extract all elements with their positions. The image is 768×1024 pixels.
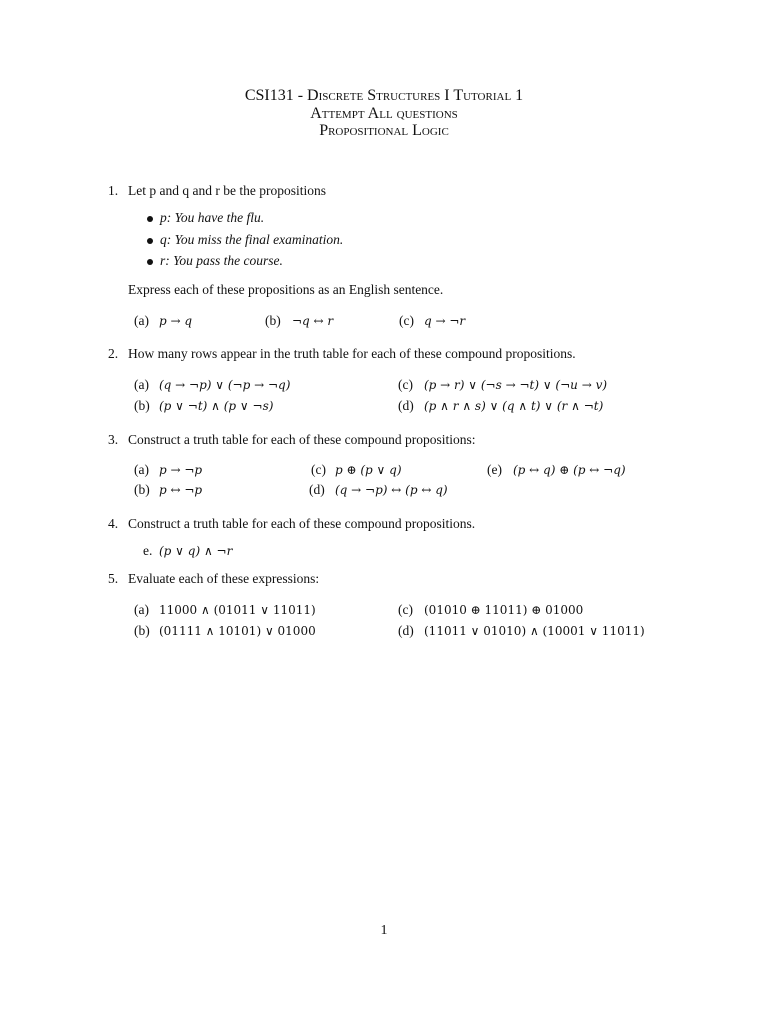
question-number: 1. [108, 183, 119, 198]
question-number: 5. [108, 571, 119, 586]
question-text: Let p and q and r be the propositions [128, 183, 326, 198]
part-expression: (p ∨ q) ∧ ¬r [159, 544, 233, 558]
question-text: Construct a truth table for each of these compound propositions: [128, 432, 476, 447]
part-label: (c) [311, 462, 326, 477]
part-label: (e) [487, 462, 502, 477]
document-subtitle: Attempt All questions [310, 105, 458, 122]
question-text: Evaluate each of these expressions: [128, 571, 320, 586]
question-number: 2. [108, 346, 119, 361]
part-label: (d) [309, 482, 325, 497]
bullet-icon [147, 238, 153, 244]
part-label: e. [143, 543, 153, 558]
part-expression: (p → r) ∨ (¬s → ¬t) ∨ (¬u → v) [424, 378, 608, 392]
part-expression: (01111 ∧ 10101) ∨ 01000 [159, 624, 316, 638]
page-number: 1 [380, 923, 388, 938]
part-label: (d) [398, 398, 414, 413]
part-expression: (q → ¬p) ∨ (¬p → ¬q) [159, 378, 291, 392]
part-expression: p ⊕ (p ∨ q) [335, 463, 402, 477]
part-expression: q → ¬r [424, 314, 466, 328]
list-item: q: You miss the final examination. [160, 232, 344, 247]
list-item: p: You have the flu. [160, 210, 265, 225]
part-expression: (p ↔ q) ⊕ (p ↔ ¬q) [513, 463, 626, 477]
part-expression: p ↔ ¬p [159, 483, 203, 497]
part-label: (a) [134, 377, 149, 392]
part-expression: (01010 ⊕ 11011) ⊕ 01000 [424, 603, 584, 617]
document-title: CSI131 - Discrete Structures I Tutorial 1 [244, 87, 524, 104]
part-expression: (11011 ∨ 01010) ∧ (10001 ∨ 11011) [424, 624, 645, 638]
part-label: (a) [134, 602, 149, 617]
question-number: 4. [108, 516, 119, 531]
part-expression: ¬q ↔ r [292, 314, 334, 328]
bullet-icon [147, 216, 153, 222]
part-label: (b) [134, 482, 150, 497]
part-expression: p → ¬p [159, 463, 203, 477]
question-number: 3. [108, 432, 119, 447]
part-label: (a) [134, 462, 149, 477]
question-text: How many rows appear in the truth table for each of these compound propositions. [128, 346, 576, 361]
part-label: (b) [134, 623, 150, 638]
part-label: (a) [134, 313, 149, 328]
part-expression: (p ∨ ¬t) ∧ (p ∨ ¬s) [159, 399, 274, 413]
document-topic: Propositional Logic [319, 122, 449, 139]
part-expression: p → q [159, 314, 193, 328]
part-label: (c) [398, 602, 413, 617]
part-label: (d) [398, 623, 414, 638]
bullet-icon [147, 259, 153, 265]
part-label: (c) [399, 313, 414, 328]
instruction-text: Express each of these propositions as an English sentence. [128, 282, 444, 297]
part-expression: (q → ¬p) ↔ (p ↔ q) [335, 483, 448, 497]
question-text: Construct a truth table for each of these compound propositions. [128, 516, 476, 531]
part-expression: (p ∧ r ∧ s) ∨ (q ∧ t) ∨ (r ∧ ¬t) [424, 399, 604, 413]
part-label: (b) [134, 398, 150, 413]
part-expression: 11000 ∧ (01011 ∨ 11011) [159, 603, 316, 617]
part-label: (c) [398, 377, 413, 392]
part-label: (b) [265, 313, 281, 328]
list-item: r: You pass the course. [160, 253, 283, 268]
